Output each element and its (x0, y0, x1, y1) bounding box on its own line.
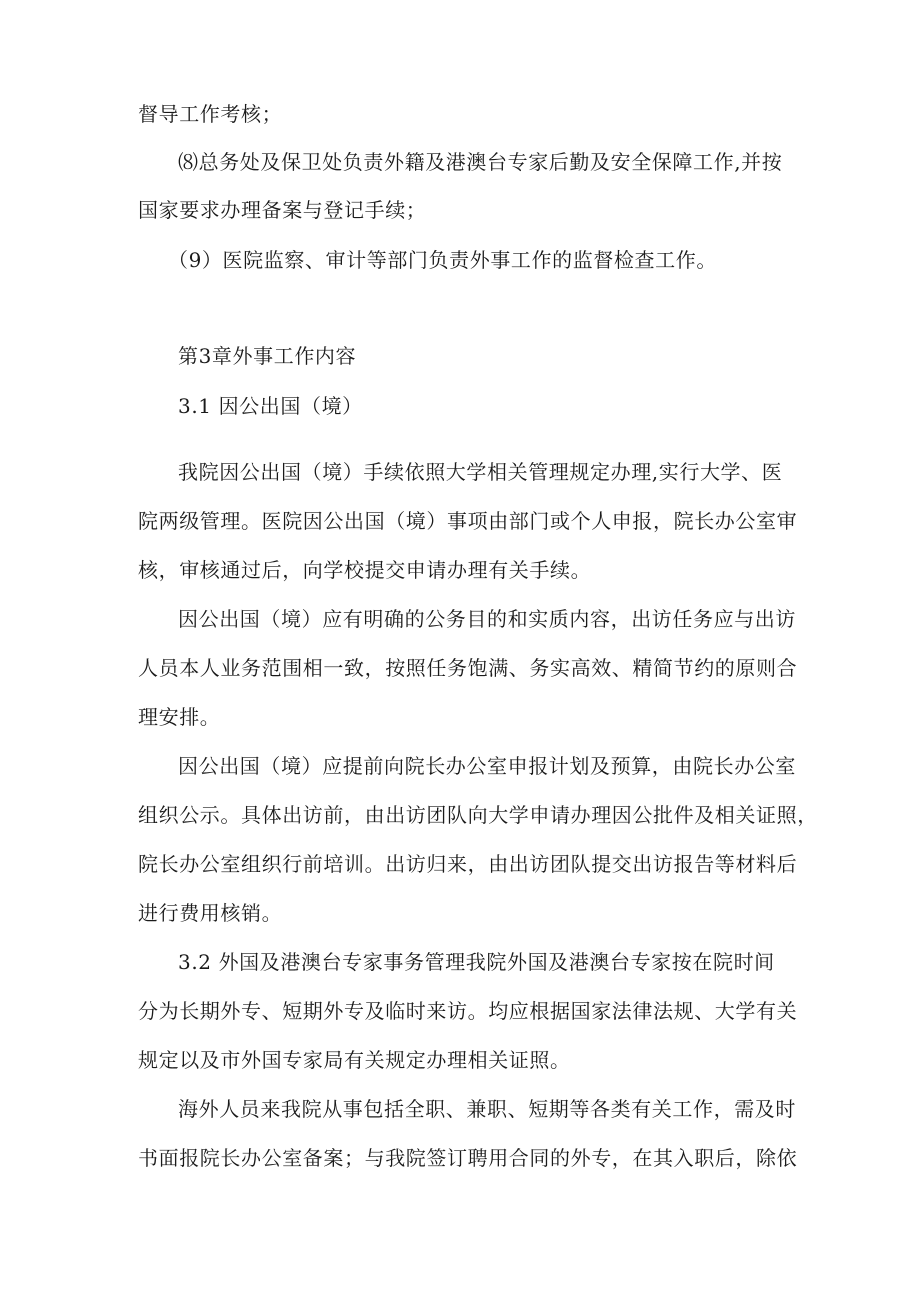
chapter-heading: 第3章外事工作内容 (178, 344, 357, 368)
text-line-20: 海外人员来我院从事包括全职、兼职、短期等各类有关工作，需及时 (178, 1097, 796, 1121)
text-line-11: 人员本人业务范围相一致，按照任务饱满、务实高效、精简节约的原则合 (138, 656, 798, 680)
text-line-18: 分为长期外专、短期外专及临时来访。均应根据国家法律法规、大学有关 (138, 999, 798, 1023)
text-line-13: 因公出国（境）应提前向院长办公室申报计划及预算，由院长办公室 (178, 754, 796, 778)
text-line-21: 书面报院长办公室备案；与我院签订聘用合同的外专，在其入职后，除依 (138, 1146, 798, 1170)
text-line-8: 院两级管理。医院因公出国（境）事项由部门或个人申报，院长办公室审 (138, 509, 798, 533)
text-line-16: 进行费用核销。 (138, 901, 283, 925)
text-line-9: 核，审核通过后，向学校提交申请办理有关手续。 (138, 558, 592, 582)
text-line-4: （9）医院监察、审计等部门负责外事工作的监督检查工作。 (168, 248, 717, 272)
text-line-1: 督导工作考核； (138, 102, 283, 126)
text-line-10: 因公出国（境）应有明确的公务目的和实质内容，出访任务应与出访 (178, 607, 796, 631)
text-line-2: ⑻总务处及保卫处负责外籍及港澳台专家后勤及安全保障工作,并按 (178, 150, 783, 174)
text-line-14: 组织公示。具体出访前，由出访团队向大学申请办理因公批件及相关证照， (138, 803, 818, 827)
text-line-19: 规定以及市外国专家局有关规定办理相关证照。 (138, 1048, 571, 1072)
section-heading-3-2: 3.2 外国及港澳台专家事务管理我院外国及港澳台专家按在院时间 (178, 950, 775, 974)
section-heading-3-1: 3.1 因公出国（境） (178, 394, 363, 418)
text-line-3: 国家要求办理备案与登记手续； (138, 198, 427, 222)
text-line-7: 我院因公出国（境）手续依照大学相关管理规定办理,实行大学、医 (178, 460, 783, 484)
text-line-12: 理安排。 (138, 705, 221, 729)
text-line-15: 院长办公室组织行前培训。出访归来，由出访团队提交出访报告等材料后 (138, 852, 798, 876)
